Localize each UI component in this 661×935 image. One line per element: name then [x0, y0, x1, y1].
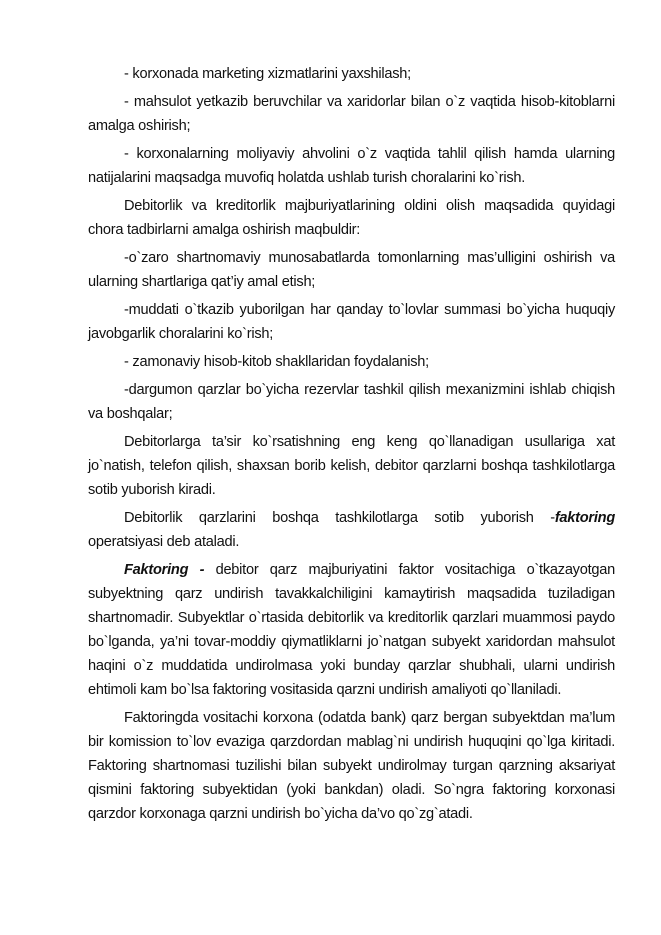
- paragraph-debtor-methods: Debitorlarga ta’sir ko`rsatishning eng keng qo`llanadigan usullariga xat jo`natish, telefon qilish, shaxsan borib kelish, debitor qarzlarni boshqa tashkilotlarga sotib yuborish kiradi.: [88, 434, 615, 498]
- paragraph-overdue-payments: -muddati o`tkazib yuborilgan har qanday to`lovlar summasi bo`yicha huquqiy javobgarlik choralarini ko`rish;: [88, 302, 615, 342]
- paragraph-factoring-definition-intro: [88, 506, 615, 554]
- paragraph-doubtful-debts: -dargumon qarzlar bo`yicha rezervlar tashkil qilish mexanizmini ishlab chiqish va boshqalar;: [88, 382, 615, 422]
- paragraph-marketing: - korxonada marketing xizmatlarini yaxshilash;: [124, 66, 411, 82]
- paragraph-modern-settlement: - zamonaviy hisob-kitob shakllaridan foydalanish;: [124, 354, 429, 370]
- factoring-heading-term: Faktoring -: [124, 562, 205, 578]
- paragraph-factoring-process: Faktoringda vositachi korxona (odatda bank) qarz bergan subyektdan ma’lum bir komission to`lov evaziga qarzdordan mablag`ni undirish huquqini qo`lga kiritadi. Faktoring shartnomasi tuzilishi bilan subyekt undirolmay turgan qarzning aksariyat qismini faktoring subyektidan (yoki bankdan) oladi. So`ngra faktoring korxonasi qarzdor korxonaga qarzni undirish bo`yicha da’vo qo`zg`atadi.: [88, 710, 615, 822]
- factoring-intro-end: operatsiyasi deb ataladi.: [88, 534, 240, 550]
- paragraph-factoring-definition: [88, 558, 615, 702]
- factoring-definition-text: debitor qarz majburiyatini faktor vositachiga o`tkazayotgan subyektning qarz undirish tavakkalchiligini kamaytirish maqsadida tuziladigan shartnomadir. Subyektlar o`rtasida debitorlik va kreditorlik qarzlari muammosi paydo bo`lganda, ya’ni tovar-moddiy qiymatliklarni jo`natgan subyekt xaridordan mahsulot haqini o`z muddatida undirolmasa yoki bunday qarzlar shubhali, ularni undirish ehtimoli kam bo`lsa faktoring vositasida qarzni undirish amaliyoti qo`llaniladi.: [88, 562, 615, 698]
- factoring-term-emphasis: faktoring: [554, 510, 615, 526]
- paragraph-financial-analysis: - korxonalarning moliyaviy ahvolini o`z vaqtida tahlil qilish hamda ularning natijalarini maqsadga muvofiq holatda ushlab turish choralarini ko`rish.: [88, 146, 615, 186]
- document-page: [88, 62, 615, 830]
- paragraph-measures-intro: Debitorlik va kreditorlik majburiyatlarining oldini olish maqsadida quyidagi chora tadbirlarni amalga oshirish maqbuldir:: [88, 198, 615, 238]
- paragraph-contract-responsibility: -o`zaro shartnomaviy munosabatlarda tomonlarning mas’ulligini oshirish va ularning shartlariga qat’iy amal etish;: [88, 250, 615, 290]
- paragraph-suppliers: - mahsulot yetkazib beruvchilar va xaridorlar bilan o`z vaqtida hisob-kitoblarni amalga oshirish;: [88, 94, 615, 134]
- factoring-intro-text: Debitorlik qarzlarini boshqa tashkilotlarga sotib yuborish -: [124, 510, 555, 526]
